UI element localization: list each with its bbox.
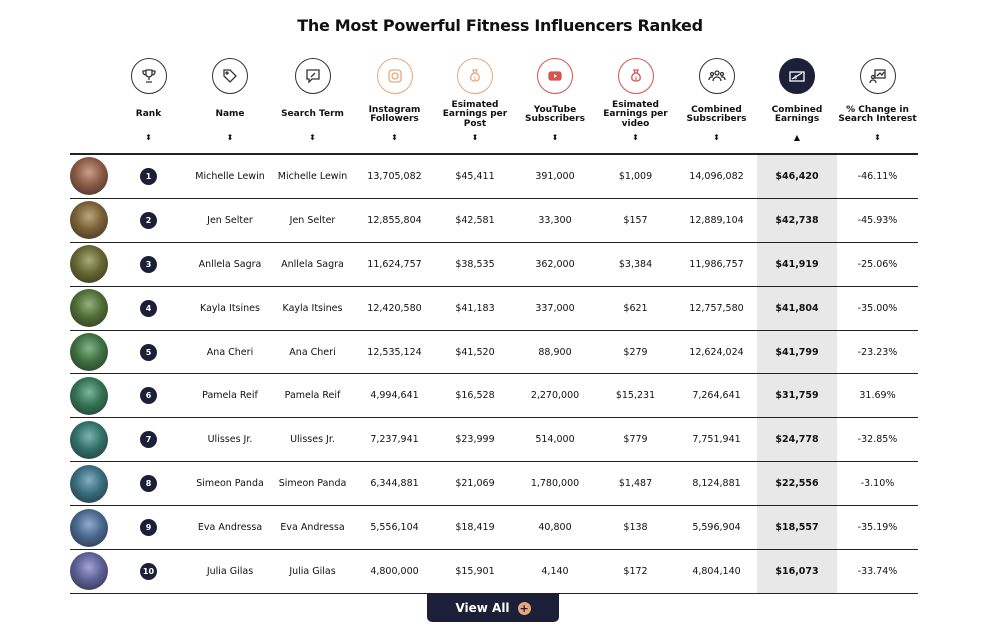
search-interest-change-cell: -3.10% [860,478,895,490]
avatar [70,201,108,239]
earnings-per-video-cell: $157 [623,214,648,226]
sort-icon[interactable]: ⬍ [145,133,152,142]
column-header-esimated-earnings-per-video[interactable] [595,50,676,153]
instagram-followers-cell: 7,237,941 [370,434,419,446]
rank-cell [108,550,189,593]
view-all-label: View All [455,601,510,615]
table-row[interactable] [70,287,918,331]
search-term-cell: Eva Andressa [280,522,345,534]
rank-cell [108,462,189,505]
youtube-subscribers-cell: 2,270,000 [530,390,580,402]
name-cell: Anllela Sagra [198,258,262,270]
column-header-youtube-subscribers[interactable] [515,50,595,153]
youtube-subscribers-cell: 4,140 [541,565,569,577]
sort-icon[interactable]: ⬍ [632,133,639,142]
avatar-cell [70,550,108,593]
sort-icon[interactable]: ⬍ [713,133,720,142]
column-label: YouTube Subscribers [525,104,585,124]
rank-cell [108,155,189,198]
name-cell: Michelle Lewin [195,170,265,182]
table-row[interactable] [70,199,918,243]
plus-circle-icon: + [519,601,529,615]
rank-badge: 4 [140,300,157,317]
search-term-cell: Jen Selter [289,214,336,226]
instagram-followers-cell: 13,705,082 [367,170,422,182]
search-term-cell: Simeon Panda [278,478,347,490]
tag-icon [212,58,248,94]
rank-badge: 1 [140,168,157,185]
trophy-icon [131,58,167,94]
table-row[interactable] [70,418,918,462]
earnings-per-post-cell: $15,901 [455,565,495,577]
column-label: Esimated Earnings per Post [442,99,508,129]
column-label: % Change in Search Interest [838,104,917,124]
combined-subscribers-cell: 8,124,881 [692,478,741,490]
avatar [70,245,108,283]
table-header [70,50,918,155]
avatar-cell [70,506,108,549]
rank-badge: 3 [140,256,157,273]
avatar-cell [70,418,108,461]
page-title: The Most Powerful Fitness Influencers Ranked [297,16,703,35]
earnings-per-post-cell: $45,411 [455,170,495,182]
column-label: Rank [135,109,162,120]
column-header-name[interactable] [189,50,271,153]
youtube-subscribers-cell: 337,000 [535,302,575,314]
rank-cell [108,331,189,374]
avatar [70,377,108,415]
youtube-subscribers-cell: 88,900 [538,346,572,358]
rank-badge: 9 [140,519,157,536]
search-interest-change-cell: -46.11% [857,170,898,182]
youtube-subscribers-cell: 33,300 [538,214,572,226]
earnings-per-video-cell: $3,384 [618,258,653,270]
avatar [70,509,108,547]
column-header-combined-earnings[interactable] [757,50,837,153]
earnings-per-post-cell: $38,535 [455,258,495,270]
combined-subscribers-cell: 14,096,082 [689,170,744,182]
column-header--change-in-search-interest[interactable] [837,50,918,153]
avatar-cell [70,199,108,242]
influencer-table [70,50,918,594]
column-label: Name [215,109,245,120]
avatar [70,421,108,459]
instagram-followers-cell: 5,556,104 [370,522,419,534]
earnings-per-video-cell: $779 [623,434,648,446]
name-cell: Ana Cheri [206,346,254,358]
table-row[interactable] [70,506,918,550]
instagram-followers-cell: 11,624,757 [367,258,422,270]
combined-earnings-cell: $46,420 [757,155,837,198]
sort-icon[interactable]: ⬍ [471,133,479,142]
instagram-followers-cell: 4,800,000 [370,565,419,577]
combined-earnings-cell: $22,556 [757,462,837,505]
name-cell: Julia Gilas [206,565,254,577]
earnings-per-video-cell: $1,487 [618,478,653,490]
instagram-followers-cell: 12,855,804 [367,214,422,226]
avatar [70,552,108,590]
search-interest-change-cell: -45.93% [857,214,898,226]
search-interest-change-cell: -35.19% [857,522,898,534]
column-header-search-term[interactable] [271,50,354,153]
search-term-cell: Kayla Itsines [282,302,343,314]
earnings-per-post-cell: $41,520 [455,346,495,358]
column-header-combined-subscribers[interactable] [676,50,757,153]
search-term-cell: Michelle Lewin [277,170,348,182]
sort-icon[interactable]: ▲ [793,133,801,142]
sort-icon[interactable]: ⬍ [551,133,559,142]
column-label: Search Term [281,109,344,120]
name-cell: Simeon Panda [196,478,264,490]
search-interest-change-cell: -23.23% [857,346,898,358]
column-header-rank[interactable] [108,50,189,153]
rank-cell [108,199,189,242]
rank-cell [108,374,189,417]
combined-subscribers-cell: 12,624,024 [689,346,744,358]
search-interest-change-cell: -35.00% [857,302,898,314]
combined-earnings-cell: $42,738 [757,199,837,242]
earnings-per-video-cell: $138 [623,522,648,534]
combined-subscribers-cell: 7,751,941 [692,434,741,446]
svg-text:$: $ [473,76,477,82]
earnings-per-post-cell: $23,999 [455,434,495,446]
combined-subscribers-cell: 5,596,904 [692,522,741,534]
column-header-esimated-earnings-per-post[interactable] [435,50,515,153]
earnings-per-post-cell: $18,419 [455,522,495,534]
avatar-cell [70,243,108,286]
search-term-cell: Julia Gilas [289,565,336,577]
earnings-per-post-cell: $41,183 [455,302,495,314]
search-comment-icon [295,58,331,94]
earnings-per-video-cell: $279 [623,346,648,358]
avatar-cell [70,462,108,505]
name-cell: Eva Andressa [197,522,263,534]
instagram-followers-cell: 4,994,641 [370,390,419,402]
table-row[interactable] [70,462,918,506]
name-cell: Ulisses Jr. [207,434,253,446]
column-label: Esimated Earnings per video [603,99,668,129]
table-row[interactable] [70,243,918,287]
search-interest-change-cell: 31.69% [859,390,896,402]
svg-text:$: $ [794,75,798,81]
name-cell: Jen Selter [207,214,253,226]
combined-earnings-cell: $16,073 [757,550,837,593]
combined-earnings-cell: $41,799 [757,331,837,374]
view-all-button[interactable] [427,594,559,622]
earnings-per-video-cell: $172 [623,565,648,577]
search-term-cell: Ulisses Jr. [290,434,335,446]
combined-earnings-cell: $31,759 [757,374,837,417]
earnings-per-video-cell: $15,231 [615,390,656,402]
youtube-icon [537,58,573,94]
money-bag-icon [618,58,654,94]
rank-cell [108,287,189,330]
search-interest-change-cell: -33.74% [857,565,898,577]
table-row[interactable] [70,331,918,375]
sort-icon[interactable]: ⬍ [391,133,398,142]
name-cell: Pamela Reif [202,390,258,402]
avatar-cell [70,287,108,330]
group-icon [699,58,735,94]
table-row[interactable] [70,550,918,594]
avatar [70,157,108,195]
combined-earnings-cell: $41,919 [757,243,837,286]
rank-cell [108,418,189,461]
combined-earnings-cell: $24,778 [757,418,837,461]
table-row[interactable] [70,374,918,418]
rank-cell [108,243,189,286]
sort-icon[interactable]: ⬍ [874,133,881,142]
earnings-per-video-cell: $1,009 [618,170,653,182]
combined-subscribers-cell: 7,264,641 [692,390,741,402]
money-bag-icon [457,58,493,94]
youtube-subscribers-cell: 1,780,000 [530,478,580,490]
search-term-cell: Ana Cheri [289,346,336,358]
trend-icon [860,58,896,94]
column-label: Combined Subscribers [686,104,747,124]
combined-subscribers-cell: 4,804,140 [692,565,741,577]
avatar-cell [70,374,108,417]
rank-badge: 8 [140,475,157,492]
avatar [70,465,108,503]
avatar-cell [70,155,108,198]
earnings-per-post-cell: $42,581 [455,214,495,226]
avatar [70,333,108,371]
youtube-subscribers-cell: 391,000 [535,170,575,182]
column-label: Instagram Followers [368,104,421,124]
instagram-followers-cell: 6,344,881 [370,478,419,490]
rank-badge: 7 [140,431,157,448]
earnings-per-post-cell: $21,069 [455,478,495,490]
search-interest-change-cell: -32.85% [857,434,898,446]
sort-icon[interactable]: ⬍ [226,133,234,142]
rank-badge: 5 [140,344,157,361]
instagram-followers-cell: 12,535,124 [367,346,422,358]
column-label: Combined Earnings [771,104,823,124]
sort-icon[interactable]: ⬍ [309,133,316,142]
avatar-cell [70,331,108,374]
combined-earnings-cell: $41,804 [757,287,837,330]
search-term-cell: Pamela Reif [284,390,341,402]
instagram-followers-cell: 12,420,580 [367,302,422,314]
search-interest-change-cell: -25.06% [857,258,898,270]
combined-earnings-cell: $18,557 [757,506,837,549]
combined-subscribers-cell: 12,889,104 [689,214,744,226]
youtube-subscribers-cell: 40,800 [538,522,572,534]
instagram-icon [377,58,413,94]
earnings-per-post-cell: $16,528 [455,390,495,402]
combined-subscribers-cell: 11,986,757 [689,258,744,270]
rank-badge: 2 [140,212,157,229]
avatar [70,289,108,327]
name-cell: Kayla Itsines [200,302,260,314]
rank-badge: 10 [140,563,157,580]
rank-cell [108,506,189,549]
youtube-subscribers-cell: 514,000 [535,434,575,446]
search-term-cell: Anllela Sagra [281,258,344,270]
combined-subscribers-cell: 12,757,580 [689,302,744,314]
svg-text:$: $ [633,76,638,82]
column-header-instagram-followers[interactable] [354,50,435,153]
earnings-per-video-cell: $621 [623,302,648,314]
youtube-subscribers-cell: 362,000 [535,258,575,270]
earnings-icon [779,58,815,94]
table-row[interactable] [70,155,918,199]
rank-badge: 6 [140,387,157,404]
table-body [70,155,918,594]
